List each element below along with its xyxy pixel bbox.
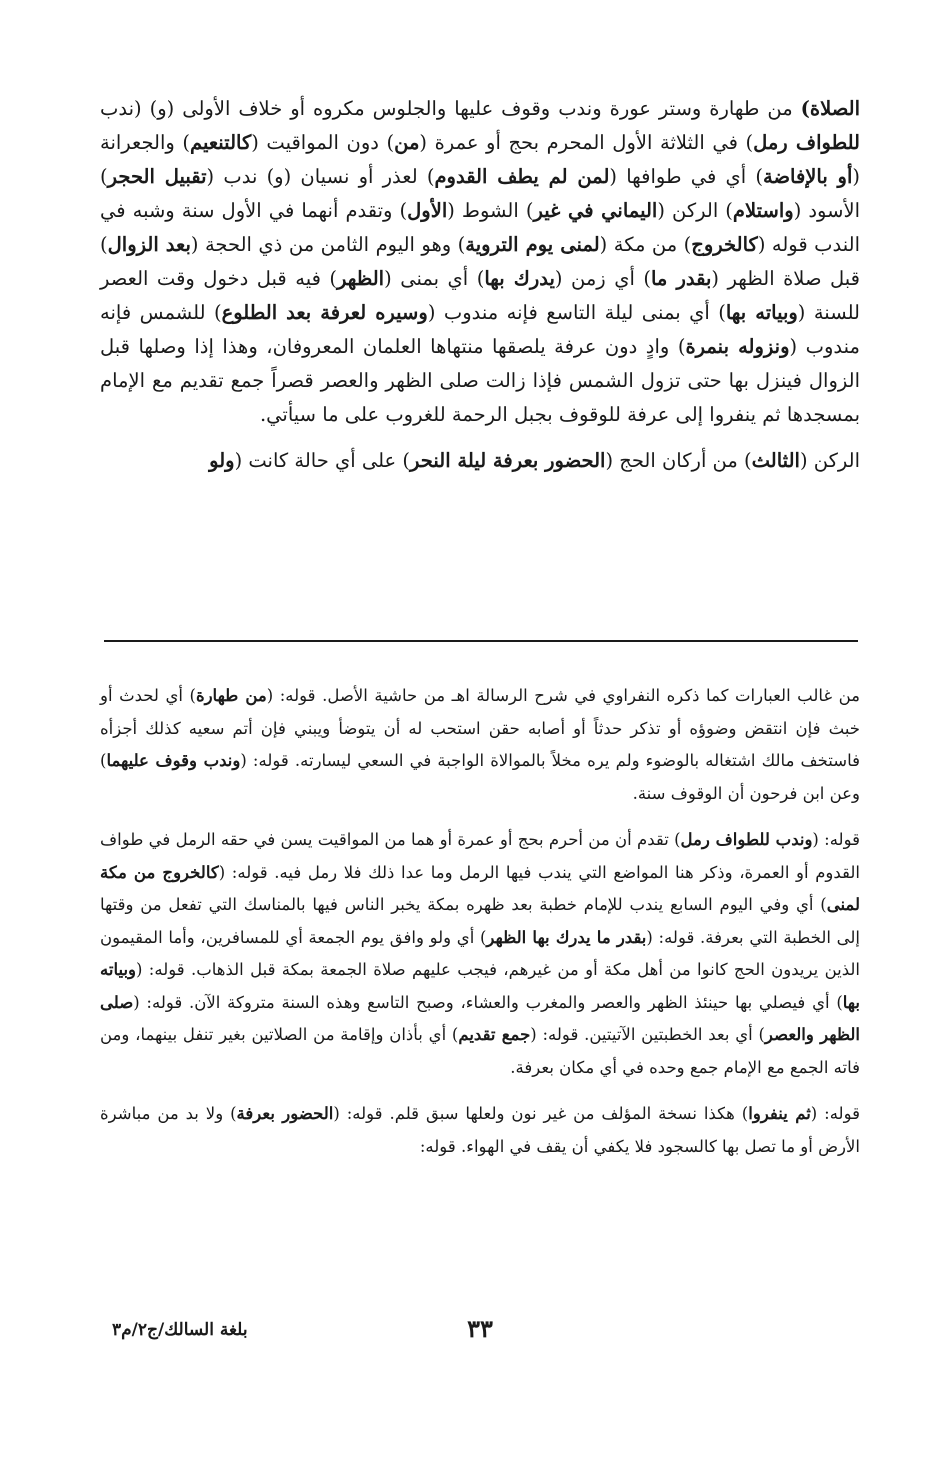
text-run: ) وعن ابن فرحون أن الوقوف سنة. (100, 751, 860, 803)
bold-term: صلى الظهر والعصر (100, 992, 860, 1044)
page-number: ٣٣ (467, 1314, 493, 1343)
text-run: ) أي بمنى ( (384, 267, 485, 290)
bold-term: وبياته بها (100, 960, 860, 1012)
bold-term: الحضور بعرفة ليلة النحر (410, 449, 606, 472)
bold-term: وندب وقوف عليهما (106, 751, 241, 770)
bold-term: اليماني في غير (533, 199, 658, 222)
text-run: ) أي ولو وافق يوم الجمعة أي للمسافرين، وأما المقيمون الذين يريدون الحج كانوا من أهل مكة أو من غيرهم، فيجب عليهم صلاة الجمعة بمكة قبل الذهاب. قوله: ( (100, 927, 860, 979)
bold-term: الأول (407, 199, 448, 222)
bold-term: أو بالإفاضة (762, 165, 853, 188)
text-run: قوله: ( (812, 830, 860, 849)
bold-term: جمع تقديم (458, 1025, 531, 1044)
bold-term: من (394, 131, 420, 154)
text-run: ) هكذا نسخة المؤلف من غير نون ولعلها سبق قلم. قوله: ( (333, 1104, 749, 1123)
bold-term: واستلام (732, 199, 794, 222)
text-run: ) أي زمن ( (554, 267, 651, 290)
text-run: ) وادٍ دون عرفة يلصقها منتهاها العلمان المعروفان، وهذا إذا وصلها قبل الزوال فينزل بها حتى تزول الشمس فإذا زالت صلى الظهر والعصر قصراً جمع تقديم مع الإمام بمسجدها ثم ينفروا إلى عرفة للوقوف بجبل الرحمة للغروب على ما سيأتي. (100, 335, 860, 426)
main-paragraph (100, 92, 860, 432)
bold-term: لمنى يوم التروية (465, 233, 600, 256)
bold-term: لمن لم يطف القدوم (434, 165, 610, 188)
text-run: قوله: ( (810, 1104, 860, 1123)
bold-term: وسيره لعرفة بعد الطلوع (221, 301, 428, 324)
text-run: ) والجعرانة ( (100, 131, 860, 188)
text-run: ) أي بأذان وإقامة من الصلاتين بغير تنفل بينهما، ومن فاته الجمع مع الإمام جمع وحده في أي مكان بعرفة. (100, 1025, 860, 1077)
text-run: ) من أركان الحج ( (605, 449, 752, 472)
bold-term: وبياته بها (725, 301, 798, 324)
main-text (100, 92, 860, 490)
bold-term: للطواف رمل (753, 131, 860, 154)
bold-term: كالخروج (691, 233, 758, 256)
footnote-paragraph (100, 824, 860, 1084)
text-run: ) الركن ( (657, 199, 733, 222)
text-run: الركن ( (799, 449, 860, 472)
text-run: ) قبل صلاة الظهر ( (100, 233, 860, 290)
text-run: ) فيه قبل دخول وقت العصر للسنة ( (100, 267, 860, 324)
footnote-paragraph (100, 680, 860, 810)
text-run: ) ولا بد من مباشرة الأرض أو ما تصل بها كالسجود فلا يكفي أن يقف في الهواء. قوله: (100, 1104, 860, 1156)
text-run: ) الشوط ( (447, 199, 534, 222)
text-run: ) على أي حالة كانت ( (234, 449, 411, 472)
bold-term: ونزوله بنمرة (685, 335, 790, 358)
footnote-paragraph (100, 1098, 860, 1163)
text-run: ) من مكة ( (599, 233, 692, 256)
bold-term: الصلاة) (800, 97, 860, 120)
text-run: ) أي بعد الخطبتين الآتيتين. قوله: ( (530, 1025, 765, 1044)
text-run: ) أي في طوافها ( (609, 165, 763, 188)
bold-term: تقبيل الحجر (107, 165, 207, 188)
bold-term: الثالث (751, 449, 800, 472)
footnotes (100, 680, 860, 1177)
bold-term: بقدر ما (650, 267, 712, 290)
text-run: ) تقدم أن من أحرم بحج أو عمرة أو هما من المواقيت يسن في حقه الرمل في طواف القدوم أو العمرة، وذكر هنا المواضع التي يندب فيها الرمل وما عدا ذلك فلا رمل فيه. قوله: ( (100, 830, 861, 882)
text-run: ) في الثلاثة الأول المحرم بحج أو عمرة ( (419, 131, 754, 154)
bold-term: ثم ينفروا (748, 1104, 811, 1123)
bold-term: كالتنعيم (190, 131, 252, 154)
footnote-divider (104, 640, 858, 642)
text-run: ) وتقدم أنهما في الأول سنة وشبه في الندب قوله ( (100, 199, 861, 256)
text-run: ) أي وفي اليوم السابع يندب للإمام خطبة بعد ظهره بمكة يخبر الناس فيها بالمناسك التي تفعل من وقتها إلى الخطبة التي بعرفة. قوله: ( (100, 895, 860, 947)
text-run: ) الأسود ( (100, 165, 861, 222)
bold-term: كالخروج من مكة لمنى (100, 862, 860, 914)
text-run: ) أي بمنى ليلة التاسع فإنه مندوب ( (427, 301, 726, 324)
main-paragraph (100, 444, 860, 478)
book-signature: بلغة السالك/ج٢/م٣ (112, 1320, 248, 1340)
page-footer (100, 1314, 860, 1352)
bold-term: بقدر ما يدرك بها الظهر (486, 927, 647, 947)
bold-term: وندب للطواف رمل (680, 830, 813, 849)
text-run: من غالب العبارات كما ذكره النفراوي في شرح الرسالة اهـ من حاشية الأصل. قوله: ( (266, 686, 860, 705)
text-run: ) لعذر أو نسيان (و) ندب ( (206, 165, 435, 188)
bold-term: الحضور بعرفة (236, 1104, 334, 1123)
bold-term: بعد الزوال (107, 233, 191, 256)
text-run: ) أي فيصلي بها حينئذ الظهر والعصر والمغرب والعشاء، وصبح التاسع وهذه السنة متروكة الآن. قوله: ( (133, 992, 843, 1012)
text-run: ) وهو اليوم الثامن من ذي الحجة ( (190, 233, 466, 256)
bold-term: من طهارة (195, 686, 267, 705)
bold-term: يدرك بها (484, 267, 555, 290)
bold-term: الظهر (337, 267, 385, 290)
text-run: ) للشمس فإنه مندوب ( (100, 301, 860, 358)
text-run: ) دون المواقيت ( (251, 131, 395, 154)
text-run: ) أي لحدث أو خبث فإن انتقض وضوؤه أو تذكر حدثاً أو أصابه حقن استحب له أن يتوضأ ويبني فإن أتم سعيه كذلك أجزأه فاستخف مالك اشتغاله بالوضوء ولم يره مخلاً بالموالاة الواجبة في السعي ليسارته. قوله: ( (100, 686, 860, 770)
bold-term: ولو (209, 449, 235, 472)
text-run: من طهارة وستر عورة وندب وقوف عليها والجلوس مكروه أو خلاف الأولى (و) (ندب (100, 97, 801, 120)
